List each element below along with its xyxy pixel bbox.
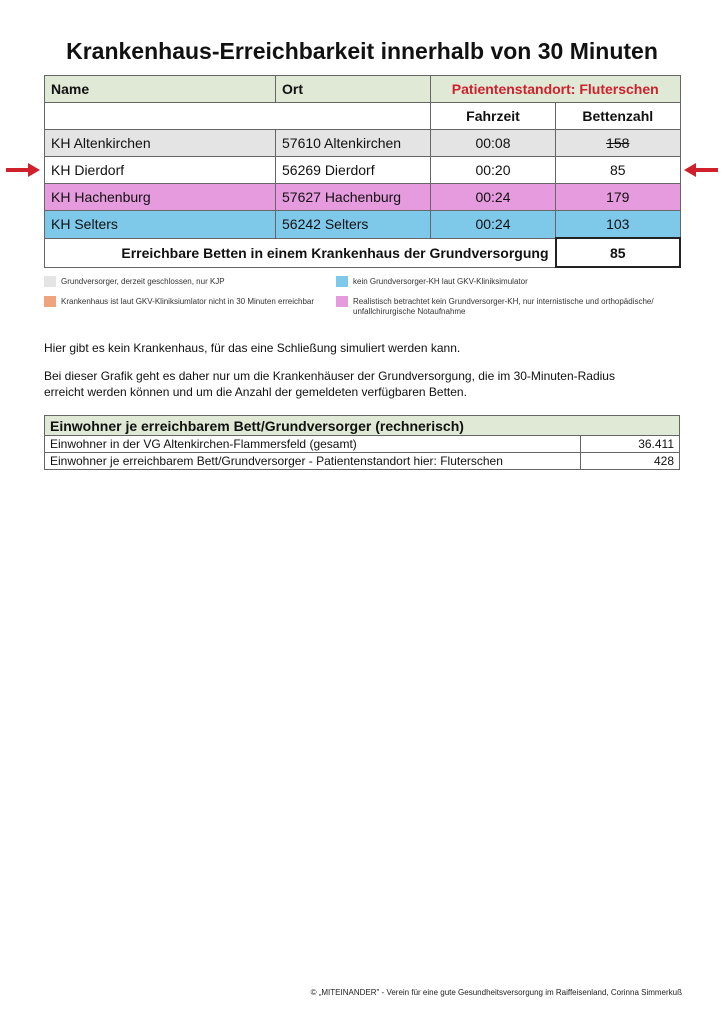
sum-value: 85: [556, 238, 681, 267]
paragraph-no-hospital: Hier gibt es kein Krankenhaus, für das eine Schließung simuliert werden kann.: [44, 341, 461, 355]
cell-fahrzeit: 00:24: [431, 184, 556, 211]
inhabitants-label: Einwohner in der VG Altenkirchen-Flammersfeld (gesamt): [45, 436, 581, 453]
paragraph-explanation: Bei dieser Grafik geht es daher nur um die Krankenhäuser der Grundversorgung, die im 30-Minuten-Radius erreicht werden können und um die Anzahl der gemeldeten verfügbaren Betten.: [44, 369, 615, 399]
table-row-altenkirchen: [45, 130, 681, 157]
cell-name: KH Altenkirchen: [45, 130, 276, 157]
table-header-row: [45, 76, 681, 103]
cell-betten-struck: 158: [556, 130, 681, 157]
inhabitants-header-row: [45, 416, 680, 436]
header-patient-location: Patientenstandort: Fluterschen: [431, 76, 681, 103]
inhabitants-value: 428: [581, 453, 680, 470]
subheader-empty: [45, 103, 431, 130]
table-sum-row: [45, 238, 681, 267]
hospital-table: [44, 75, 681, 268]
table-row-selters: [45, 211, 681, 239]
inhabitants-table: [44, 415, 680, 470]
cell-betten: 179: [556, 184, 681, 211]
sum-label: Erreichbare Betten in einem Krankenhaus der Grundversorgung: [45, 238, 556, 267]
legend-text: Grundversorger, derzeit geschlossen, nur KJP: [61, 277, 225, 286]
legend-swatch-pink: [336, 296, 348, 307]
header-bettenzahl: Bettenzahl: [556, 103, 681, 130]
header-fahrzeit: Fahrzeit: [431, 103, 556, 130]
arrow-left-icon: [684, 162, 718, 178]
legend-text: kein Grundversorger-KH laut GKV-Kliniksimulator: [353, 277, 528, 286]
cell-ort: 56242 Selters: [276, 211, 431, 239]
legend-text: Krankenhaus ist laut GKV-Kliniksiumlator nicht in 30 Minuten erreichbar: [61, 297, 315, 306]
inhabitants-title: Einwohner je erreichbarem Bett/Grundversorger (rechnerisch): [45, 416, 680, 436]
inhabitants-value: 36.411: [581, 436, 680, 453]
footer-copyright: © „MITEINANDER" - Verein für eine gute Gesundheitsversorgung im Raiffeisenland, Corinna Simmerkuß: [310, 988, 682, 997]
header-name: Name: [45, 76, 276, 103]
legend-swatch-blue: [336, 276, 348, 287]
cell-ort: 57610 Altenkirchen: [276, 130, 431, 157]
inhabitants-label: Einwohner je erreichbarem Bett/Grundversorger - Patientenstandort hier: Fluterschen: [45, 453, 581, 470]
cell-name: KH Selters: [45, 211, 276, 239]
page-title: Krankenhaus-Erreichbarkeit innerhalb von 30 Minuten: [66, 38, 658, 64]
cell-fahrzeit: 00:08: [431, 130, 556, 157]
legend-text: Realistisch betrachtet kein Grundversorger-KH, nur internistische und orthopädische/ unfallchirurgische Notaufnahme: [353, 297, 654, 316]
table-row: [45, 436, 680, 453]
header-ort: Ort: [276, 76, 431, 103]
legend-swatch-orange: [44, 296, 56, 307]
cell-betten: 85: [556, 157, 681, 184]
cell-fahrzeit: 00:20: [431, 157, 556, 184]
arrow-right-icon: [6, 162, 40, 178]
cell-name: KH Hachenburg: [45, 184, 276, 211]
cell-ort: 57627 Hachenburg: [276, 184, 431, 211]
cell-name: KH Dierdorf: [45, 157, 276, 184]
legend-swatch-grey: [44, 276, 56, 287]
cell-ort: 56269 Dierdorf: [276, 157, 431, 184]
table-row-dierdorf: [45, 157, 681, 184]
table-row: [45, 453, 680, 470]
cell-fahrzeit: 00:24: [431, 211, 556, 239]
table-subheader-row: [45, 103, 681, 130]
cell-betten: 103: [556, 211, 681, 239]
table-row-hachenburg: [45, 184, 681, 211]
